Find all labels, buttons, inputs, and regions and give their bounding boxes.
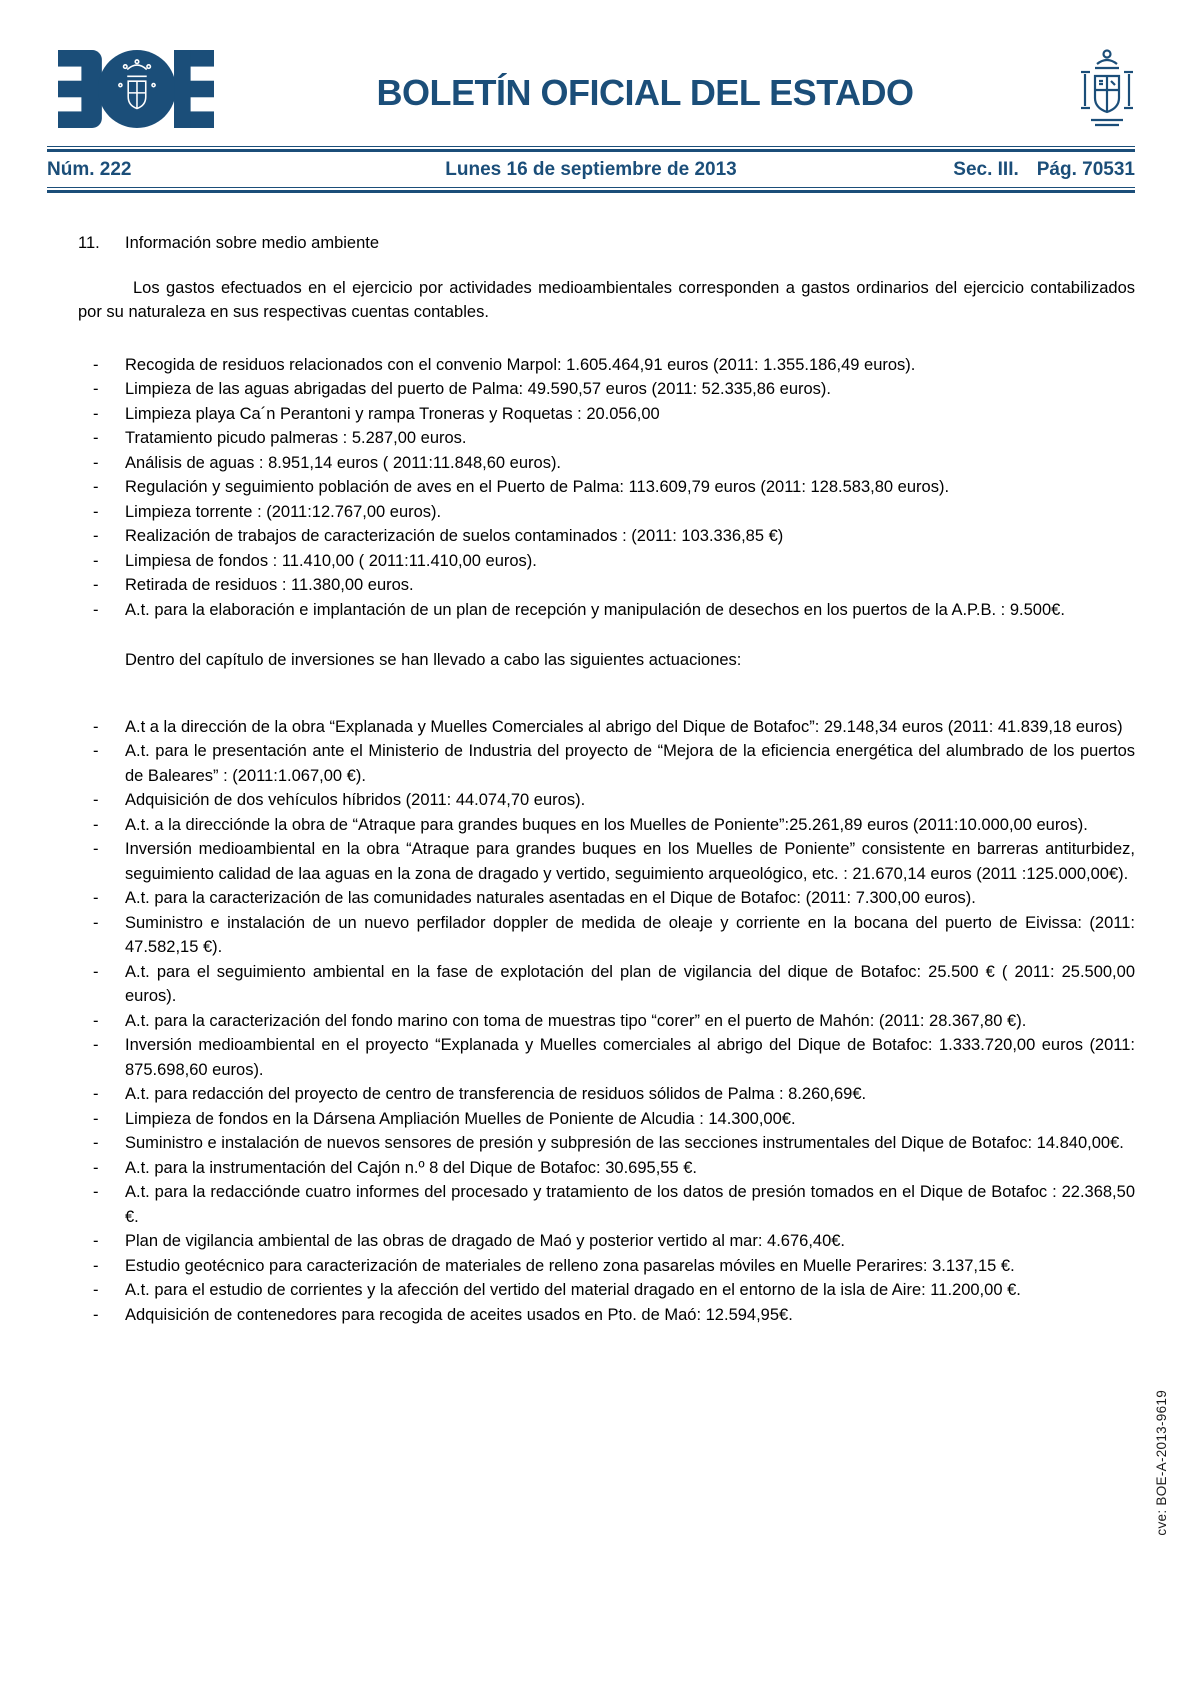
list-marker: - <box>93 551 99 570</box>
list-marker: - <box>93 889 99 907</box>
issue-number: Núm. 222 <box>47 159 132 180</box>
list-item-text: A.t. para la elaboración e implantación de un plan de recepción y manipulación de desechos en los puertos de la A.P.B. : 9.500€. <box>125 600 1065 619</box>
list-marker: - <box>93 913 99 932</box>
investments-paragraph: Dentro del capítulo de inversiones se han llevado a cabo las siguientes actuaciones: <box>125 651 742 669</box>
list-item-text: Adquisición de contenedores para recogida de aceites usados en Pto. de Maó: 12.594,95€. <box>125 1305 793 1324</box>
list-item <box>78 715 1135 740</box>
list-marker: - <box>93 717 99 736</box>
issue-date: Lunes 16 de septiembre de 2013 <box>445 159 737 180</box>
list-item <box>78 573 1135 598</box>
list-item-text: Retirada de residuos : 11.380,00 euros. <box>125 576 414 594</box>
list-item <box>78 1229 1135 1254</box>
list-item-text: Limpieza de las aguas abrigadas del puerto de Palma: 49.590,57 euros (2011: 52.335,86 euros). <box>125 380 832 398</box>
list-item-text: A.t. para el estudio de corrientes y la afección del vertido del material dragado en el entorno de la isla de Aire: 11.200,00 €. <box>125 1281 1021 1299</box>
section-label: Sec. III. <box>953 159 1019 180</box>
section-heading <box>78 231 1135 256</box>
list-item-text: Análisis de aguas : 8.951,14 euros ( 2011:11.848,60 euros). <box>125 453 562 472</box>
list-item-text: Adquisición de dos vehículos híbridos (2011: 44.074,70 euros). <box>125 791 586 809</box>
list-item-text: Plan de vigilancia ambiental de las obras de dragado de Maó y posterior vertido al mar: 4.676,40€. <box>125 1232 846 1250</box>
list-item-text: Limpieza playa Ca´n Perantoni y rampa Troneras y Roquetas : 20.056,00 <box>125 404 660 423</box>
intro-paragraph: Los gastos efectuados en el ejercicio por actividades medioambientales corresponden a gastos ordinarios del ejercicio contabilizados por su naturaleza en sus respectivas cuentas contables. <box>78 278 1135 321</box>
document-body <box>78 231 1135 1327</box>
list-item <box>78 837 1135 886</box>
list-item <box>78 886 1135 911</box>
list-item-text: A.t. para el seguimiento ambiental en la fase de explotación del plan de vigilancia del dique de Botafoc: 25.500 € ( 2011: 25.500,00 euros). <box>125 962 1135 1005</box>
list-item <box>78 1082 1135 1107</box>
list-item <box>78 1254 1135 1279</box>
list-item <box>78 1303 1135 1328</box>
list-item-text: Limpiesa de fondos : 11.410,00 ( 2011:11.410,00 euros). <box>125 551 537 570</box>
list-marker: - <box>93 380 99 398</box>
list-item <box>78 788 1135 813</box>
page-number: Pág. 70531 <box>1036 159 1135 180</box>
list-marker: - <box>93 502 99 521</box>
list-item-text: A.t. para la instrumentación del Cajón n.º 8 del Dique de Botafoc: 30.695,55 €. <box>125 1158 697 1177</box>
list-item-text: Limpieza torrente : (2011:12.767,00 euros). <box>125 502 442 521</box>
list-marker: - <box>93 791 99 809</box>
list-item <box>78 377 1135 402</box>
list-item <box>78 1107 1135 1132</box>
list-item <box>78 475 1135 500</box>
list-marker: - <box>93 404 99 423</box>
list-marker: - <box>93 742 99 760</box>
list-marker: - <box>93 429 99 447</box>
list-marker: - <box>93 1256 99 1275</box>
list-item <box>78 451 1135 476</box>
list-item-text: Recogida de residuos relacionados con el convenio Marpol: 1.605.464,91 euros (2011: 1.355.186,49 euros). <box>125 355 916 374</box>
list-item <box>78 598 1135 623</box>
list-item-text: A.t. para le presentación ante el Ministerio de Industria del proyecto de “Mejora de la eficiencia energética del alumbrado de los puertos de Baleares” : (2011:1.067,00 €). <box>125 742 1135 785</box>
list-marker: - <box>93 840 99 858</box>
list-item <box>78 353 1135 378</box>
list-item-text: Tratamiento picudo palmeras : 5.287,00 euros. <box>125 429 467 447</box>
list-item-text: Suministro e instalación de nuevos sensores de presión y subpresión de las secciones instrumentales del Dique de Botafoc: 14.840,00€. <box>125 1134 1124 1152</box>
list-item <box>78 1131 1135 1156</box>
list-marker: - <box>93 527 99 545</box>
list-item <box>78 813 1135 838</box>
list-item <box>78 500 1135 525</box>
list-item <box>78 911 1135 960</box>
list-marker: - <box>93 1232 99 1250</box>
issue-band <box>47 146 1135 193</box>
list-marker: - <box>93 478 99 496</box>
list-item <box>78 549 1135 574</box>
list-marker: - <box>93 355 99 374</box>
list-item-text: A.t. para redacción del proyecto de centro de transferencia de residuos sólidos de Palma : 8.260,69€. <box>125 1085 867 1103</box>
investment-list <box>78 715 1135 1328</box>
section-number: 11. <box>78 234 100 252</box>
page-title: BOLETÍN OFICIAL DEL ESTADO <box>376 72 914 113</box>
cve-code: cve: BOE-A-2013-9619 <box>1154 1390 1169 1536</box>
list-item <box>78 1009 1135 1034</box>
list-item-text: Inversión medioambiental en la obra “Atraque para grandes buques en los Muelles de Poniente” consistente en barreras antiturbidez, seguimiento calidad de laa aguas en la zona de dragado y vertido, seguimiento arqueológico, etc. : 21.670,14 euros (2011 :125.000,00€). <box>125 840 1135 883</box>
list-marker: - <box>93 962 99 981</box>
bottom-rule <box>47 187 1135 193</box>
list-item-text: A.t a la dirección de la obra “Explanada y Muelles Comerciales al abrigo del Dique de Botafoc”: 29.148,34 euros (2011: 41.839,18 euros) <box>125 717 1123 736</box>
list-marker: - <box>93 1305 99 1324</box>
list-item-text: A.t. para la caracterización del fondo marino con toma de muestras tipo “corer” en el puerto de Mahón: (2011: 28.367,80 €). <box>125 1011 1027 1030</box>
list-marker: - <box>93 1109 99 1128</box>
boe-logo-icon <box>57 50 215 128</box>
list-marker: - <box>93 1036 99 1054</box>
list-item-text: Realización de trabajos de caracterización de suelos contaminados : (2011: 103.336,85 €) <box>125 527 784 545</box>
list-item <box>78 960 1135 1009</box>
list-item <box>78 1278 1135 1303</box>
list-marker: - <box>93 1183 99 1201</box>
list-marker: - <box>93 453 99 472</box>
list-marker: - <box>93 1158 99 1177</box>
list-item <box>78 426 1135 451</box>
expense-list <box>78 353 1135 623</box>
list-item-text: A.t. a la direcciónde la obra de “Atraque para grandes buques en los Muelles de Poniente”:25.261,89 euros (2011:10.000,00 euros). <box>125 815 1088 834</box>
list-item-text: Inversión medioambiental en el proyecto “Explanada y Muelles comerciales al abrigo del Dique de Botafoc: 1.333.720,00 euros (2011: 875.698,60 euros). <box>125 1036 1135 1079</box>
list-item-text: A.t. para la redacciónde cuatro informes del procesado y tratamiento de los datos de presión tomados en el Dique de Botafoc : 22.368,50 €. <box>125 1183 1135 1226</box>
list-item <box>78 1180 1135 1229</box>
spain-coat-of-arms-icon <box>1075 46 1139 138</box>
list-item <box>78 1156 1135 1181</box>
list-item-text: Suministro e instalación de un nuevo perfilador doppler de medida de oleaje y corriente en la bocana del puerto de Eivissa: (2011: 47.582,15 €). <box>125 913 1135 956</box>
list-item <box>78 1033 1135 1082</box>
list-item <box>78 402 1135 427</box>
list-marker: - <box>93 1085 99 1103</box>
list-item-text: A.t. para la caracterización de las comunidades naturales asentadas en el Dique de Botafoc: (2011: 7.300,00 euros). <box>125 889 976 907</box>
list-marker: - <box>93 1134 99 1152</box>
masthead <box>0 0 1191 138</box>
section-title: Información sobre medio ambiente <box>125 234 380 252</box>
list-marker: - <box>93 1011 99 1030</box>
list-marker: - <box>93 1281 99 1299</box>
list-item <box>78 524 1135 549</box>
list-item-text: Regulación y seguimiento población de aves en el Puerto de Palma: 113.609,79 euros (2011: 128.583,80 euros). <box>125 478 950 496</box>
list-marker: - <box>93 576 99 594</box>
list-item-text: Estudio geotécnico para caracterización de materiales de relleno zona pasarelas móviles en Muelle Perarires: 3.137,15 €. <box>125 1256 1015 1275</box>
list-marker: - <box>93 600 99 619</box>
list-marker: - <box>93 815 99 834</box>
list-item <box>78 739 1135 788</box>
list-item-text: Limpieza de fondos en la Dársena Ampliación Muelles de Poniente de Alcudia : 14.300,00€. <box>125 1109 796 1128</box>
